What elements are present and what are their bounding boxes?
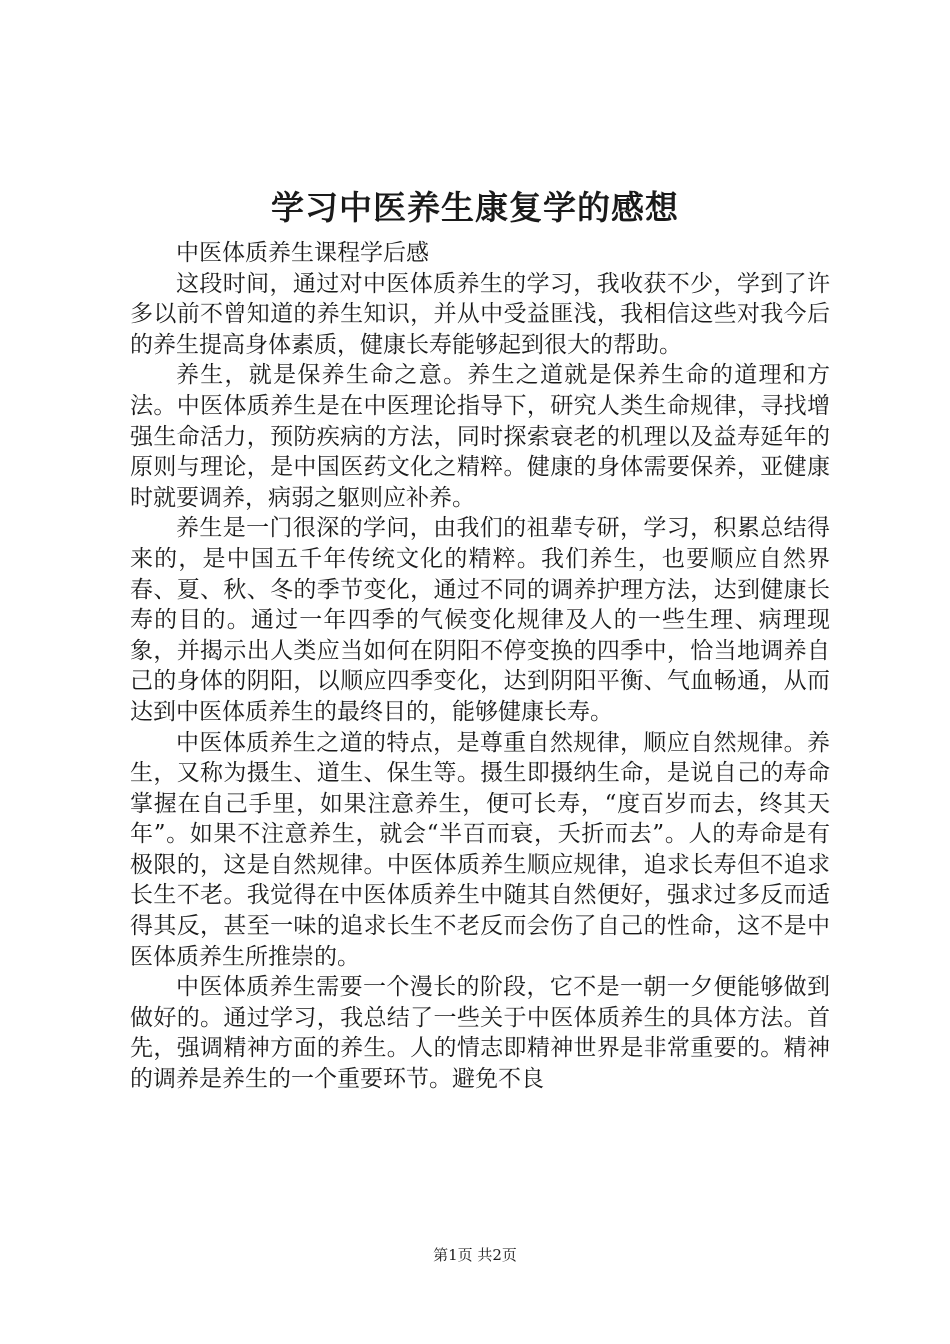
subtitle-paragraph: 中医体质养生课程学后感 bbox=[176, 240, 429, 266]
page-number-footer: 第1页 共2页 bbox=[433, 1246, 517, 1264]
document-title: 学习中医养生康复学的感想 bbox=[271, 188, 679, 227]
paragraph-3: 养生是一门很深的学问，由我们的祖辈专研，学习，积累总结得来的，是中国五千年传统文化的精粹。我们养生，也要顺应自然界春、夏、秋、冬的季节变化，通过不同的调养护理方法，达到健康长寿的目的。通过一年四季的气候变化规律及人的一些生理、病理现象，并揭示出人类应当如何在阴阳不停变换的四季中，恰当地调养自己的身体的阴阳，以顺应四季变化，达到阴阳平衡、气血畅通，从而达到中医体质养生的最终目的，能够健康长寿。 bbox=[130, 515, 830, 725]
paragraph-2: 养生，就是保养生命之意。养生之道就是保养生命的道理和方法。中医体质养生是在中医理论指导下，研究人类生命规律，寻找增强生命活力，预防疾病的方法，同时探索衰老的机理以及益寿延年的原则与理论，是中国医药文化之精粹。健康的身体需要保养，亚健康时就要调养，病弱之躯则应补养。 bbox=[130, 362, 830, 511]
paragraph-1: 这段时间，通过对中医体质养生的学习，我收获不少，学到了许多以前不曾知道的养生知识，并从中受益匪浅，我相信这些对我今后的养生提高身体素质，健康长寿能够起到很大的帮助。 bbox=[130, 270, 830, 358]
paragraph-4: 中医体质养生之道的特点，是尊重自然规律，顺应自然规律。养生，又称为摄生、道生、保生等。摄生即摄纳生命，是说自己的寿命掌握在自己手里，如果注意养生，便可长寿，“度百岁而去，终其天年”。如果不注意养生，就会“半百而衰，夭折而去”。人的寿命是有极限的，这是自然规律。中医体质养生顺应规律，追求长寿但不追求长生不老。我觉得在中医体质养生中随其自然便好，强求过多反而适得其反，甚至一味的追求长生不老反而会伤了自己的性命，这不是中医体质养生所推崇的。 bbox=[130, 729, 830, 970]
document-body bbox=[130, 238, 830, 1095]
paragraph-5: 中医体质养生需要一个漫长的阶段，它不是一朝一夕便能够做到做好的。通过学习，我总结了一些关于中医体质养生的具体方法。首先，强调精神方面的养生。人的情志即精神世界是非常重要的。精神的调养是养生的一个重要环节。避免不良 bbox=[130, 974, 830, 1093]
